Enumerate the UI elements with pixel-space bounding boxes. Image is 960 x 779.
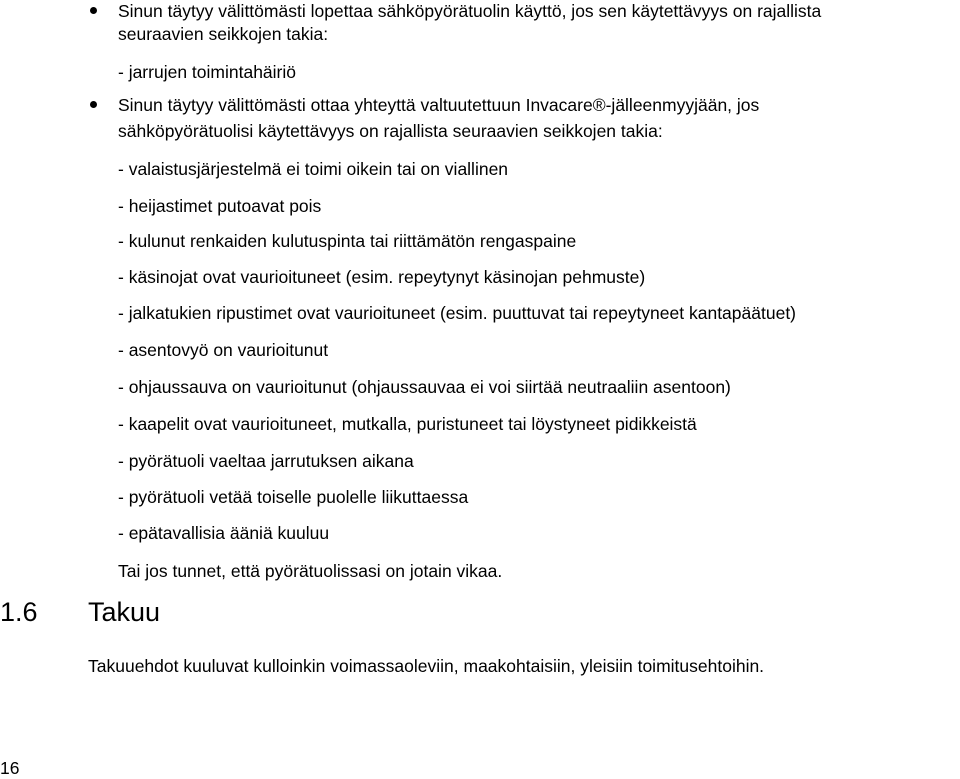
page-number: 16 bbox=[0, 758, 20, 778]
bullet2-line1: Sinun täytyy välittömästi ottaa yhteyttä valtuutettuun Invacare®-jälleenmyyjään, jos bbox=[118, 95, 760, 115]
list-item: - valaistusjärjestelmä ei toimi oikein tai on viallinen bbox=[118, 159, 509, 179]
section-body: Takuuehdot kuuluvat kulloinkin voimassaoleviin, maakohtaisiin, yleisiin toimitusehtoihin. bbox=[88, 656, 765, 676]
bullet-icon bbox=[90, 101, 97, 108]
list-item: - kulunut renkaiden kulutuspinta tai riittämätön rengaspaine bbox=[118, 231, 577, 251]
list-item: - jalkatukien ripustimet ovat vaurioituneet (esim. puuttuvat tai repeytyneet kantapäätuet) bbox=[118, 303, 797, 323]
list-item: - asentovyö on vaurioitunut bbox=[118, 340, 329, 360]
closing-line: Tai jos tunnet, että pyörätuolissasi on jotain vikaa. bbox=[118, 561, 503, 581]
bullet1-line2: seuraavien seikkojen takia: bbox=[118, 24, 329, 44]
section-title: Takuu bbox=[88, 597, 161, 627]
list-item: - pyörätuoli vaeltaa jarrutuksen aikana bbox=[118, 451, 414, 471]
bullet1-line1: Sinun täytyy välittömästi lopettaa sähköpyörätuolin käyttö, jos sen käytettävyys on rajallista bbox=[118, 1, 822, 21]
section-number: 1.6 bbox=[0, 597, 38, 627]
list-item: - ohjaussauva on vaurioitunut (ohjaussauvaa ei voi siirtää neutraaliin asentoon) bbox=[118, 377, 731, 397]
bullet2-line2: sähköpyörätuolisi käytettävyys on rajallista seuraavien seikkojen takia: bbox=[118, 121, 663, 141]
list-item: - käsinojat ovat vaurioituneet (esim. repeytynyt käsinojan pehmuste) bbox=[118, 267, 646, 287]
list-item: - jarrujen toimintahäiriö bbox=[118, 62, 296, 82]
list-item: - kaapelit ovat vaurioituneet, mutkalla, puristuneet tai löystyneet pidikkeistä bbox=[118, 414, 697, 434]
bullet-icon bbox=[90, 7, 97, 14]
list-item: - heijastimet putoavat pois bbox=[118, 196, 322, 216]
list-item: - pyörätuoli vetää toiselle puolelle liikuttaessa bbox=[118, 487, 469, 507]
list-item: - epätavallisia ääniä kuuluu bbox=[118, 523, 330, 543]
